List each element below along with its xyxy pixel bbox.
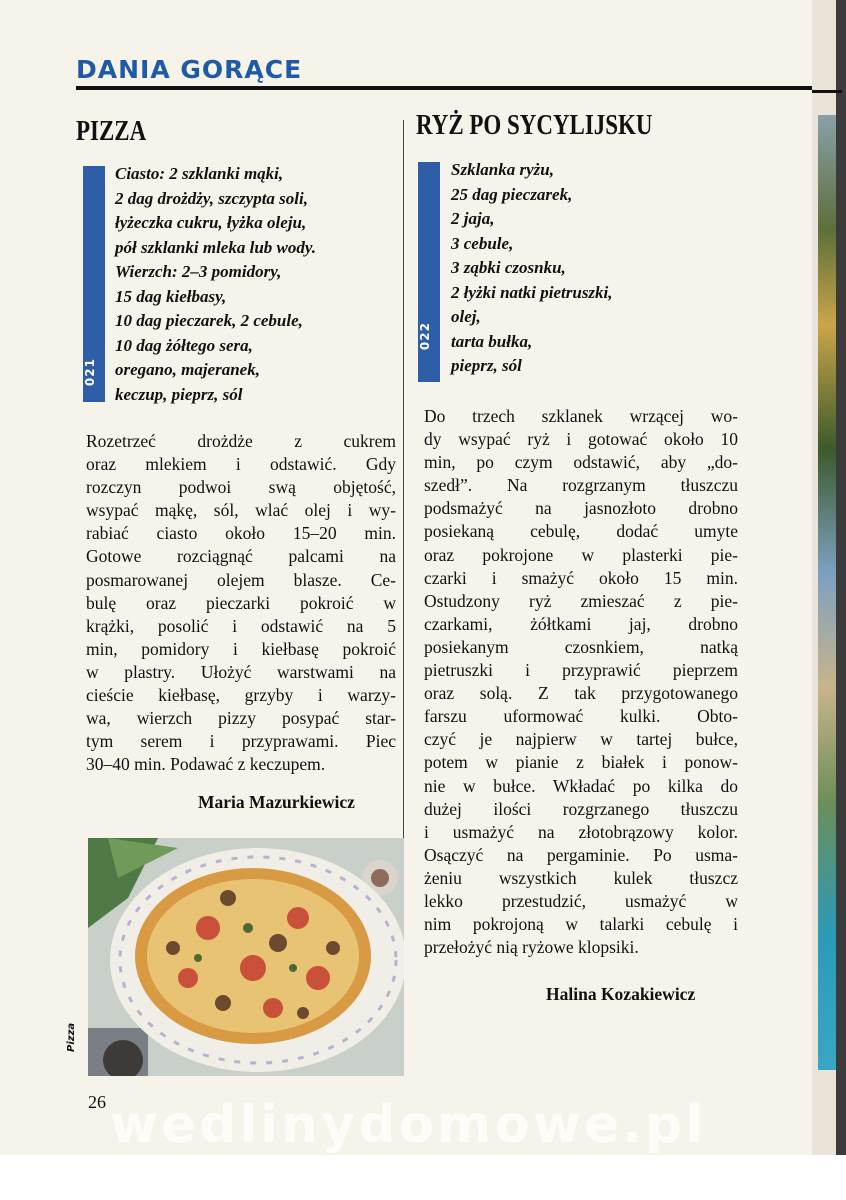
text-line: posmarowanej olejem blasze. Ce-: [86, 569, 396, 590]
text-line: w plastry. Ułożyć warstwami na: [86, 661, 396, 682]
text-line: min, po czym odstawić, aby „do-: [424, 452, 738, 473]
text-line: tym serem i przyprawami. Piec: [86, 731, 396, 752]
header-rule: [76, 86, 812, 90]
text-line: wa, wierzch pizzy posypać star-: [86, 708, 396, 729]
text-line: rozczyn podwoi swą objętość,: [86, 477, 396, 498]
ingredient-item: 10 dag pieczarek, 2 cebule,: [115, 311, 303, 330]
page-number: 26: [88, 1092, 106, 1112]
section-heading: DANIA GORĄCE: [76, 55, 303, 84]
ingredient-item: Szklanka ryżu,: [451, 160, 554, 179]
ingredient-item: 2 łyżki natki pietruszki,: [451, 282, 613, 302]
text-line: posiekanym czosnkiem, natką: [424, 636, 738, 657]
text-line: Ostudzony ryż zmieszać z pie-: [424, 590, 738, 611]
text-line: oraz mlekiem i odstawić. Gdy: [86, 454, 396, 475]
ingredients-list-pizza: [115, 162, 316, 407]
ingredient-item: pieprz, sól: [451, 356, 522, 375]
ingredient-item: olej,: [451, 307, 481, 326]
text-line: min, pomidory i kiełbasę pokroić: [86, 638, 396, 659]
ingredient-item: oregano, majeranek,: [115, 360, 260, 379]
ingredient-item: tarta bułka,: [451, 331, 533, 351]
page-bottom-margin: [0, 1155, 846, 1200]
text-line: żeniu wszystkich kulek tłuszcz: [424, 867, 738, 888]
text-line: farszu uformować kulki. Obto-: [424, 706, 738, 727]
watermark: wedlinydomowe.pl: [110, 1095, 707, 1155]
recipe-title-pizza: PIZZA: [76, 116, 147, 147]
recipe-text-pizza: [86, 430, 396, 776]
header-rule-extension: [812, 90, 842, 93]
ingredient-item: 2 dag drożdży, szczypta soli,: [115, 188, 308, 208]
text-line: pietruszki i przyprawić pieprzem: [424, 660, 738, 681]
text-line: dużej ilości rozgrzanego tłuszczu: [424, 798, 738, 819]
ingredient-item: 25 dag pieczarek,: [451, 184, 573, 204]
text-line: Rozetrzeć drożdże z cukrem: [86, 431, 396, 451]
text-line: bulę oraz pieczarki pokroić w: [86, 592, 396, 613]
text-line: czarkami, żółtkami jaj, drobno: [424, 613, 738, 634]
ingredient-item: 3 ząbki czosnku,: [451, 258, 566, 277]
text-line: 30–40 min. Podawać z keczupem.: [86, 754, 326, 775]
text-line: rabiać ciasto około 15–20 min.: [86, 523, 396, 544]
ingredient-item: łyżeczka cukru, łyżka oleju,: [115, 213, 307, 232]
ingredient-item: 3 cebule,: [451, 233, 514, 253]
text-line: szedł”. Na rozgrzanym tłuszczu: [424, 475, 738, 496]
ingredient-item: Wierzch: 2–3 pomidory,: [115, 262, 282, 281]
text-line: i usmażyć na złotobrązowy kolor.: [424, 821, 738, 842]
ingredient-item: 2 jaja,: [451, 209, 495, 228]
text-line: Do trzech szklanek wrzącej wo-: [424, 406, 738, 426]
text-line: krążki, posolić i odstawić na 5: [86, 615, 396, 636]
ingredient-item: pół szklanki mleka lub wody.: [115, 237, 317, 257]
text-line: nie w bułce. Wkładać po kilka do: [424, 775, 738, 796]
ingredient-item: 10 dag żółtego sera,: [115, 335, 253, 355]
author-pizza: Maria Mazurkiewicz: [198, 792, 355, 812]
text-line: podsmażyć na jasnozłoto drobno: [424, 498, 738, 519]
recipe-number-bar-pizza: [83, 166, 105, 402]
text-line: Osączyć na pergaminie. Po usma-: [424, 844, 738, 865]
author-ryz: Halina Kozakiewicz: [546, 984, 696, 1004]
text-line: potem w pianie z białek i ponow-: [424, 752, 738, 773]
text-line: lekko przestudzić, usmażyć w: [424, 890, 738, 911]
text-line: oraz pokrojone w plasterki pie-: [424, 544, 738, 565]
recipe-number-pizza: 021: [83, 358, 97, 387]
text-line: czyć je najpierw w tartej bułce,: [424, 729, 738, 750]
text-line: przełożyć nią ryżowe klopsiki.: [424, 937, 639, 958]
text-line: cieście kiełbasę, grzyby i warzy-: [86, 685, 396, 706]
ingredient-item: keczup, pieprz, sól: [115, 384, 243, 404]
text-line: czarki i smażyć około 15 min.: [424, 567, 738, 588]
text-line: nim pokrojoną w talarki cebulę i: [424, 914, 738, 935]
recipe-title-ryz: RYŻ PO SYCYLIJSKU: [416, 110, 653, 141]
recipe-number-ryz: 022: [418, 322, 432, 351]
ingredients-list-ryz: [451, 158, 613, 379]
ingredient-item: 15 dag kiełbasy,: [115, 286, 227, 306]
text-line: oraz solą. Z tak przygotowanego: [424, 683, 738, 704]
text-line: Gotowe rozciągnąć palcami na: [86, 546, 396, 567]
pizza-illustration: [88, 838, 404, 1076]
text-line: dy wsypać ryż i gotować około 10: [424, 429, 738, 450]
recipe-number-bar-ryz: [418, 162, 440, 382]
recipe-text-ryz: [424, 405, 738, 959]
ingredient-item: Ciasto: 2 szklanki mąki,: [115, 164, 284, 183]
text-line: posiekaną cebulę, dodać umyte: [424, 521, 738, 542]
photo-caption: Pizza: [66, 1022, 77, 1052]
book-spine: [836, 0, 846, 1200]
pizza-photo: [88, 838, 404, 1076]
text-line: wsypać mąkę, sól, wlać olej i wy-: [86, 500, 396, 521]
